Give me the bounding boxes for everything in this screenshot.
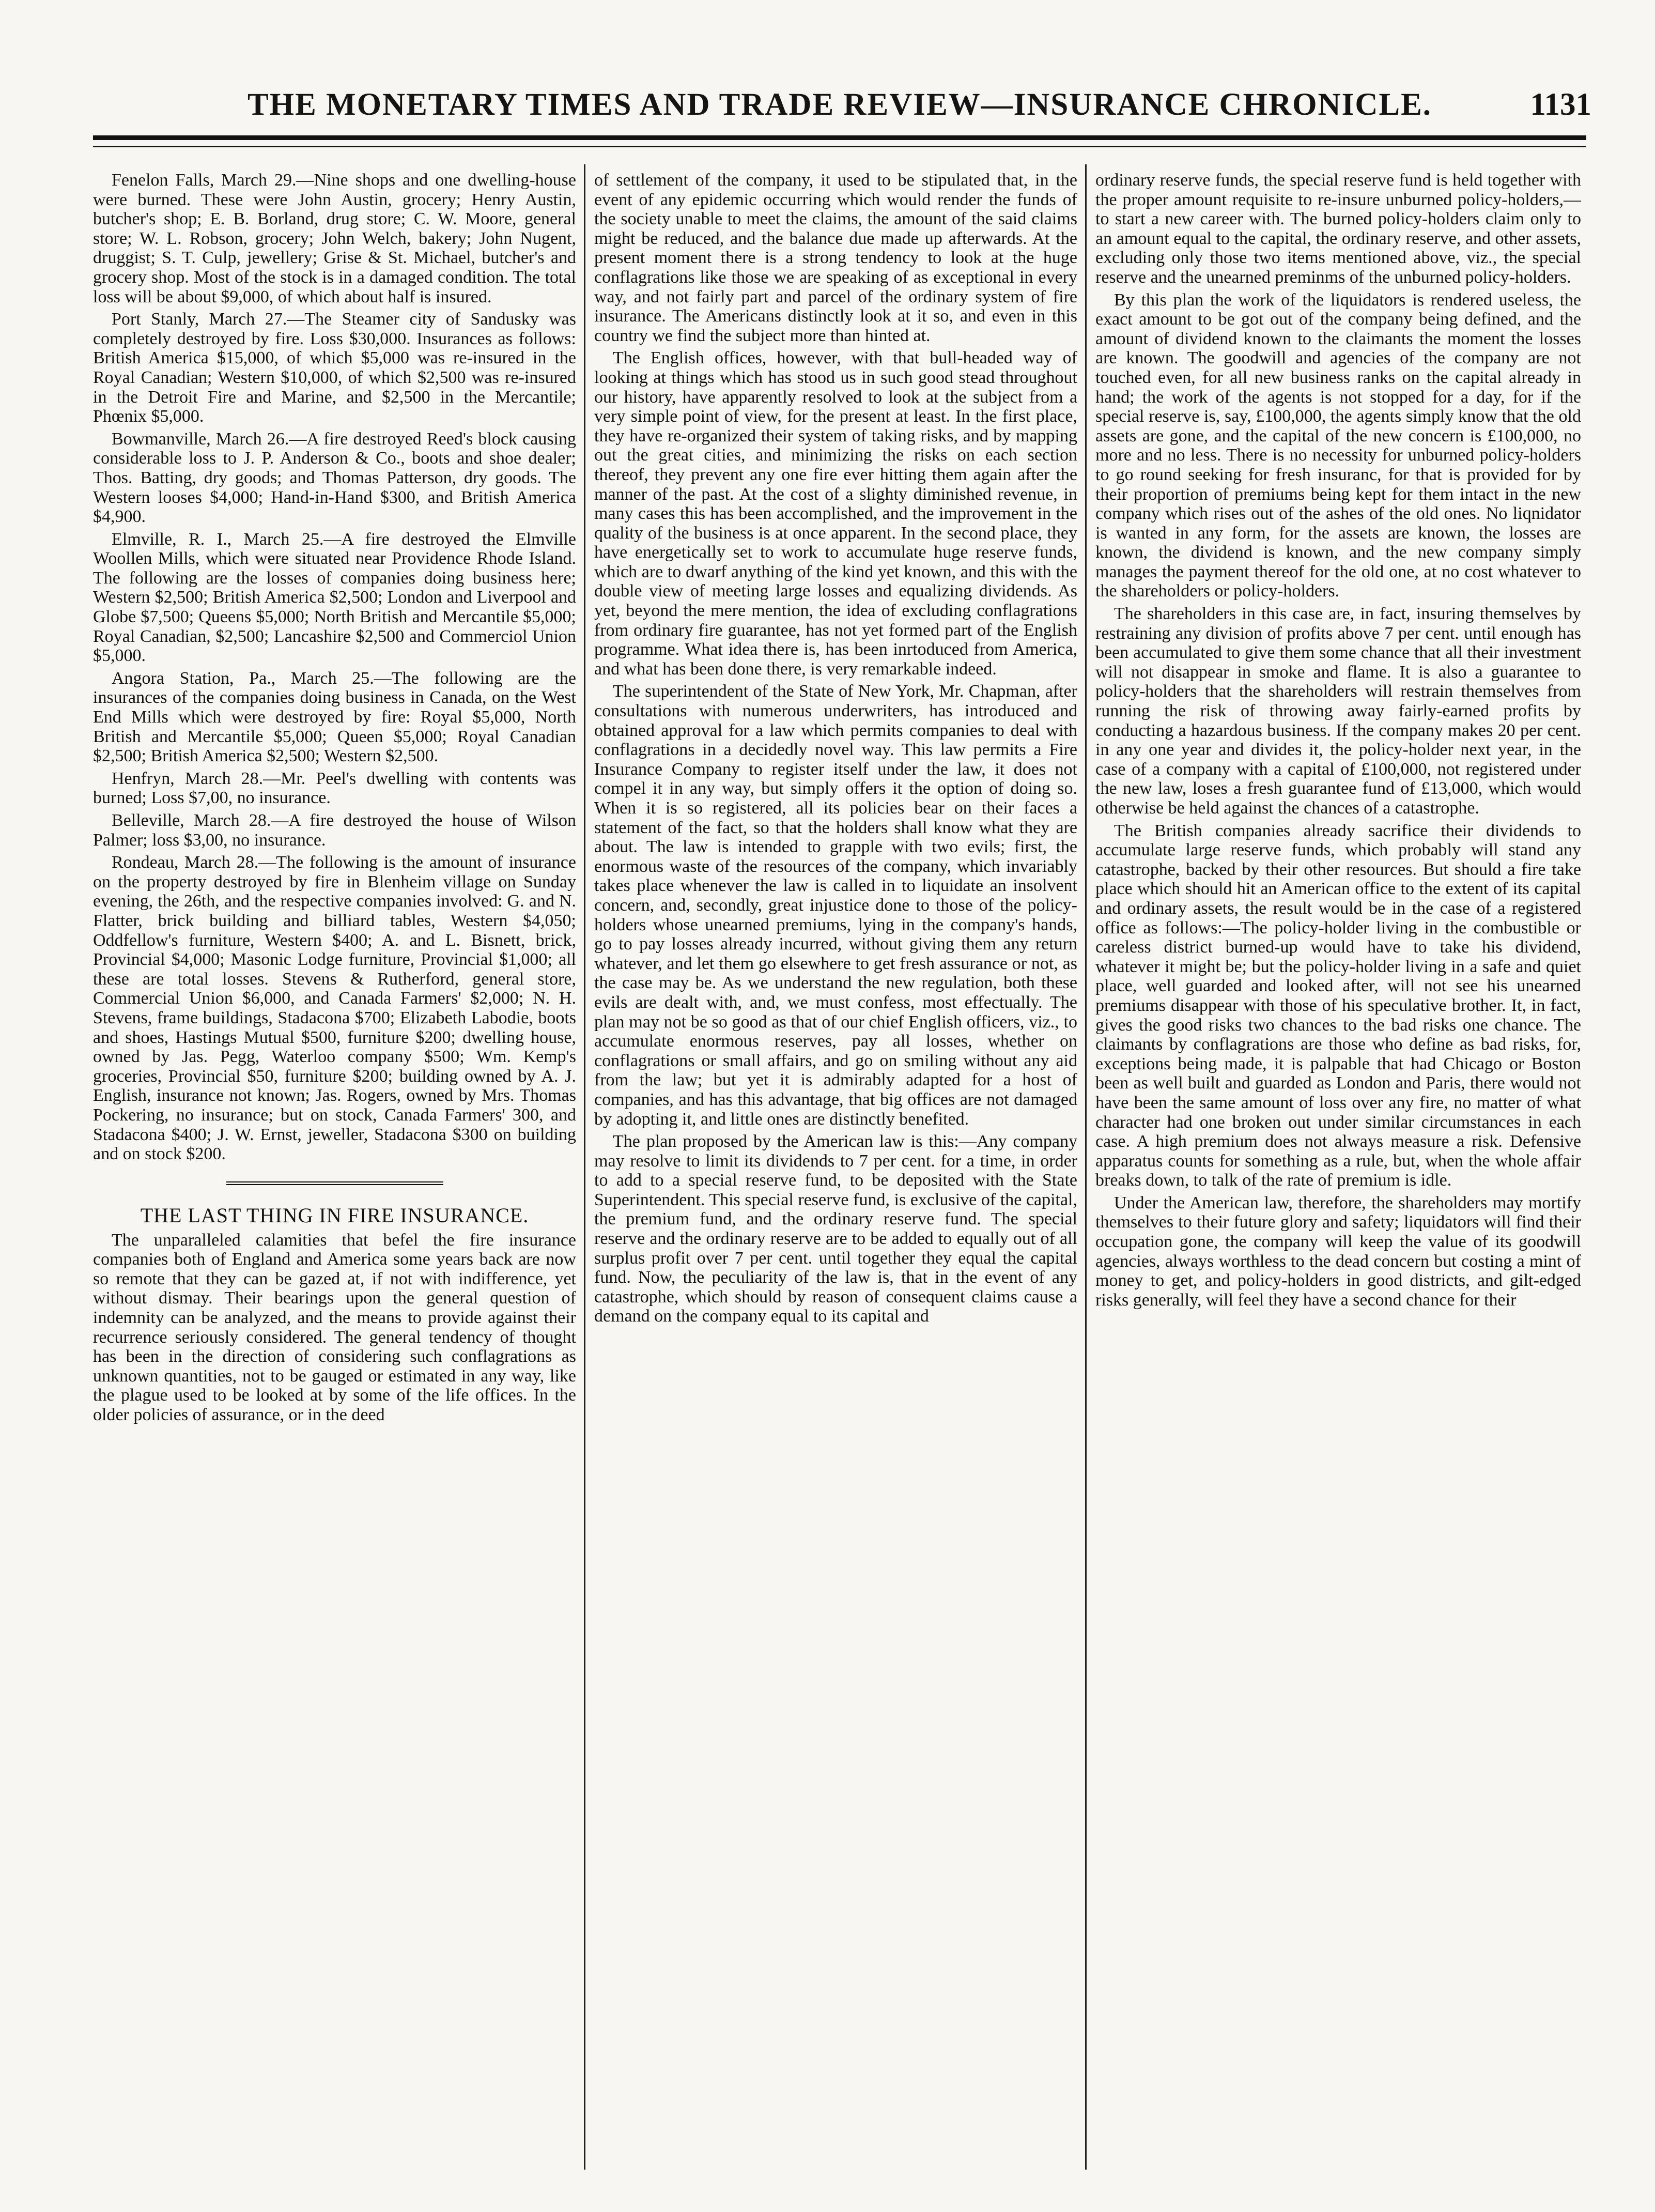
article-paragraph: ordinary reserve funds, the special reserve fund is held together with the proper amount requisite to re-insure unburned policy-holders,—to start a new career with. The burned policy-holders claim only to an amount equal to the capital, the ordinary reserve, and other assets, excluding only those two items mentioned above, viz., the special reserve and the unearned preminms of the unburned policy-holders. — [1095, 171, 1581, 287]
fire-report: Port Stanly, March 27.—The Steamer city of Sandusky was completely destroyed by fire. Loss $30,000. Insurances as follows: British America $15,000, of which $5,000 was re-insured in the Royal Canadian; Western $10,000, of which $2,500 was re-insured in the Detroit Fire and Marine, and $2,500 in the Mercantile; Phœnix $5,000. — [93, 310, 576, 426]
article-paragraph: Under the American law, therefore, the shareholders may mortify themselves to their future glory and safety; liquidators will find their occupation gone, the company will keep the value of its goodwill agencies, always worthless to the dead concern but costing a mint of money to get, and policy-holders in good districts, and gilt-edged risks generally, will feel they have a second chance for their — [1095, 1193, 1581, 1310]
column-3 — [1095, 171, 1581, 2171]
page-number: 1131 — [1530, 87, 1591, 122]
masthead — [88, 61, 1591, 128]
article-heading: THE LAST THING IN FIRE INSURANCE. — [140, 1203, 529, 1227]
fire-report: Rondeau, March 28.—The following is the amount of insurance on the property destroyed by fire in Blenheim village on Sunday evening, the 26th, and the respective companies involved: G. and N. Flatter, brick building and billiard tables, Western $4,050; Oddfellow's furniture, Western $400; A. and L. Bisnett, brick, Provincial $4,000; Masonic Lodge furniture, Provincial $1,000; all these are total losses. Stevens & Rutherford, general store, Commercial Union $6,000, and Canada Farmers' $2,000; N. H. Stevens, frame buildings, Stadacona $700; Elizabeth Labodie, boots and shoes, Hastings Mutual $500, furniture $200; dwelling house, owned by Jas. Pegg, Waterloo company $500; Wm. Kemp's groceries, Provincial $50, furniture $200; building owned by A. J. English, insurance not known; Jas. Rogers, owned by Mrs. Thomas Pockering, no insurance; but on stock, Canada Farmers' 300, and Stadacona $400; J. W. Ernst, jeweller, Stadacona $300 on building and on stock $200. — [93, 853, 576, 1164]
section-separator — [226, 1181, 443, 1185]
article-paragraph: of settlement of the company, it used to be stipulated that, in the event of any epidemic occurring which would render the funds of the society unable to meet the claims, the amount of the said claims might be reduced, and the balance due made up afterwards. At the present moment there is a strong tendency to look at the huge conflagrations like those we are speaking of as exceptional in every way, and not fairly part and parcel of the ordinary system of fire insurance. The Americans distinctly look at it so, and even in this country we find the subject more than hinted at. — [594, 171, 1077, 345]
article-paragraph: The unparalleled calamities that befel the fire insurance companies both of England and America some years back are now so remote that they can be gazed at, if not with indifference, yet without dismay. Their bearings upon the general question of indemnity can be analyzed, and the means to provide against their recurrence seriously considered. The general tendency of thought has been in the direction of considering such conflagrations as unknown quantities, not to be gauged or estimated in any way, like the plague used to be looked at by some of the life offices. In the older policies of assurance, or in the deed — [93, 1230, 576, 1425]
article-paragraph: The superintendent of the State of New York, Mr. Chapman, after consultations with numerous underwriters, has introduced and obtained approval for a law which permits companies to deal with conflagrations in a decidedly novel way. This law permits a Fire Insurance Company to register itself under the law, it does not compel it in any way, but simply offers it the option of doing so. When it is so registered, all its policies bear on their faces a statement of the fact, so that the holders shall know what they are about. The law is intended to grapple with two evils; first, the enormous waste of the resources of the company, which invariably takes place whenever the law is called in to liquidate an insolvent concern, and, secondly, great injustice done to those of the policy-holders whose unearned premiums, lying in the company's hands, go to pay losses already incurred, without giving them any return whatever, and let them go elsewhere to get fresh assurance or not, as the case may be. As we understand the new regulation, both these evils are dealt with, and, we must confess, most effectually. The plan may not be so good as that of our chief English officers, viz., to accumulate enormous reserves, pay all losses, whether on conflagrations or small affairs, and go on smiling without any aid from the law; but yet it is admirably adapted for a host of companies, and has this advantage, that big offices are not damaged by adopting it, and little ones are distinctly benefited. — [594, 682, 1077, 1129]
fire-report: Bowmanville, March 26.—A fire destroyed Reed's block causing considerable loss to J. P. Anderson & Co., boots and shoe dealer; Thos. Batting, dry goods; and Thomas Patterson, dry goods. The Western looses $4,000; Hand-in-Hand $300, and British America $4,900. — [93, 429, 576, 527]
article-paragraph: The British companies already sacrifice their dividends to accumulate large reserve funds, which probably will stand any catastrophe, backed by their other resources. But should a fire take place which should hit an American office to the extent of its capital and ordinary assets, the result would be in the case of a registered office as follows:—The policy-holder living in the combustible or careless district burned-up would have to take his dividend, whatever it might be; but the policy-holder living in a safe and quiet place, well guarded and looked after, will not see his unearned premiums disappear with those of his speculative brother. It, in fact, gives the good risks two chances to the bad risks one chance. The claimants by conflagrations are those who define as bad risks, for, exceptions being made, it is palpable that had Chicago or Boston been as well built and guarded as London and Paris, there would not have been the same amount of loss over any fire, no matter of what character had one broken out under similar circumstances in each case. A high premium does not always measure a risk. Defensive apparatus counts for something as a rule, but, when the whole affair breaks down, to talk of the rate of premium is idle. — [1095, 821, 1581, 1190]
article-paragraph: The shareholders in this case are, in fact, insuring themselves by restraining any division of profits above 7 per cent. until enough has been accumulated to give them some chance that all their investment will not disappear in smoke and flame. It is also a guarantee to policy-holders that the shareholders will restrain themselves from running the risk of throwing away fairly-earned profits by conducting a hazardous business. If the company makes 20 per cent. in any one year and divides it, the policy-holder next year, in the case of a company with a capital of £100,000, not registered under the new law, loses a fresh guarantee fund of £13,000, which would otherwise be held against the chances of a catastrophe. — [1095, 604, 1581, 818]
column-divider — [584, 164, 585, 2170]
publication-title: THE MONETARY TIMES AND TRADE REVIEW—INSURANCE CHRONICLE. — [247, 87, 1432, 122]
fire-report: Angora Station, Pa., March 25.—The following are the insurances of the companies doing business in Canada, on the West End Mills which were destroyed by fire: Royal $5,000, North British and Mercantile $5,000; Queen $5,000; Royal Canadian $2,500; British America $2,500; Western $2,500. — [93, 668, 576, 766]
article-paragraph: The English offices, however, with that bull-headed way of looking at things which has stood us in such good stead throughout our history, have apparently resolved to look at the subject from a very simple point of view, for the present at least. In the first place, they have re-organized their system of taking risks, and by mapping out the great cities, and minimizing the risks on each section thereof, they prevent any one fire ever hitting them again after the manner of the past. At the cost of a slighty diminished revenue, in many cases this has been accomplished, and the improvement in the quality of the business is at once apparent. In the second place, they have energetically set to work to accumulate huge reserve funds, which are to dwarf anything of the kind yet known, and this with the double view of meeting large losses and equalizing dividends. As yet, beyond the mere mention, the idea of excluding conflagrations from ordinary fire guarantee, has not yet formed part of the English programme. What idea there is, has been inrtoduced from America, and what has been done there, is very remarkable indeed. — [594, 348, 1077, 679]
fire-report: Elmville, R. I., March 25.—A fire destroyed the Elmville Woollen Mills, which were situated near Providence Rhode Island. The following are the losses of companies doing business here; Western $2,500; British America $2,500; London and Liverpool and Globe $7,500; Queens $5,000; North British and Mercantile $5,000; Royal Canadian, $2,500; Lancashire $2,500 and Commerciol Union $5,000. — [93, 529, 576, 666]
column-1 — [93, 171, 576, 2171]
article-paragraph: By this plan the work of the liquidators is rendered useless, the exact amount to be got out of the company being defined, and the amount of dividend known to the claimants the moment the losses are known. The goodwill and agencies of the company are not touched even, for all new business ranks on the capital already in hand; the work of the agents is not stopped for a day, for if the special reserve is, say, £100,000, the agents simply know that the old assets are gone, and the capital of the new concern is £100,000, no more and no less. There is no necessity for unburned policy-holders to go round seeking for fresh insuranc, for that is provided for by their proportion of premiums being kept for them intact in the new company which rises out of the ashes of the old ones. No liqnidator is wanted in any form, for the assets are known, the losses are known, the dividend is known, and the new company simply manages the payment thereof for the old one, at no cost whatever to the shareholders or policy-holders. — [1095, 290, 1581, 601]
header-rule-thin — [93, 146, 1586, 147]
column-divider — [1085, 164, 1087, 2170]
fire-report: Fenelon Falls, March 29.—Nine shops and one dwelling-house were burned. These were John Austin, grocery; Henry Austin, butcher's shop; E. B. Borland, drug store; C. W. Moore, general store; W. L. Robson, grocery; John Welch, bakery; John Nugent, druggist; S. T. Culp, jewellery; Grise & St. Michael, butcher's and grocery shop. Most of the stock is in a damaged condition. The total loss will be about $9,000, of which about half is insured. — [93, 171, 576, 306]
header-rule-thick — [93, 135, 1586, 140]
article-paragraph: The plan proposed by the American law is this:—Any company may resolve to limit its dividends to 7 per cent. for a time, in order to add to a special reserve fund, to be deposited with the State Superintendent. This special reserve fund, is exclusive of the capital, the premium fund, and the ordinary reserve fund. The special reserve and the ordinary reserve are to be added to equally out of all surplus profit over 7 per cent. until together they equal the capital fund. Now, the peculiarity of the law is, that in the event of any catastrophe, which should by reason of consequent claims cause a demand on the company equal to its capital and — [594, 1132, 1077, 1326]
fire-report: Henfryn, March 28.—Mr. Peel's dwelling with contents was burned; Loss $7,00, no insurance. — [93, 769, 576, 808]
column-2 — [594, 171, 1077, 2171]
fire-report: Belleville, March 28.—A fire destroyed the house of Wilson Palmer; loss $3,00, no insurance. — [93, 811, 576, 850]
